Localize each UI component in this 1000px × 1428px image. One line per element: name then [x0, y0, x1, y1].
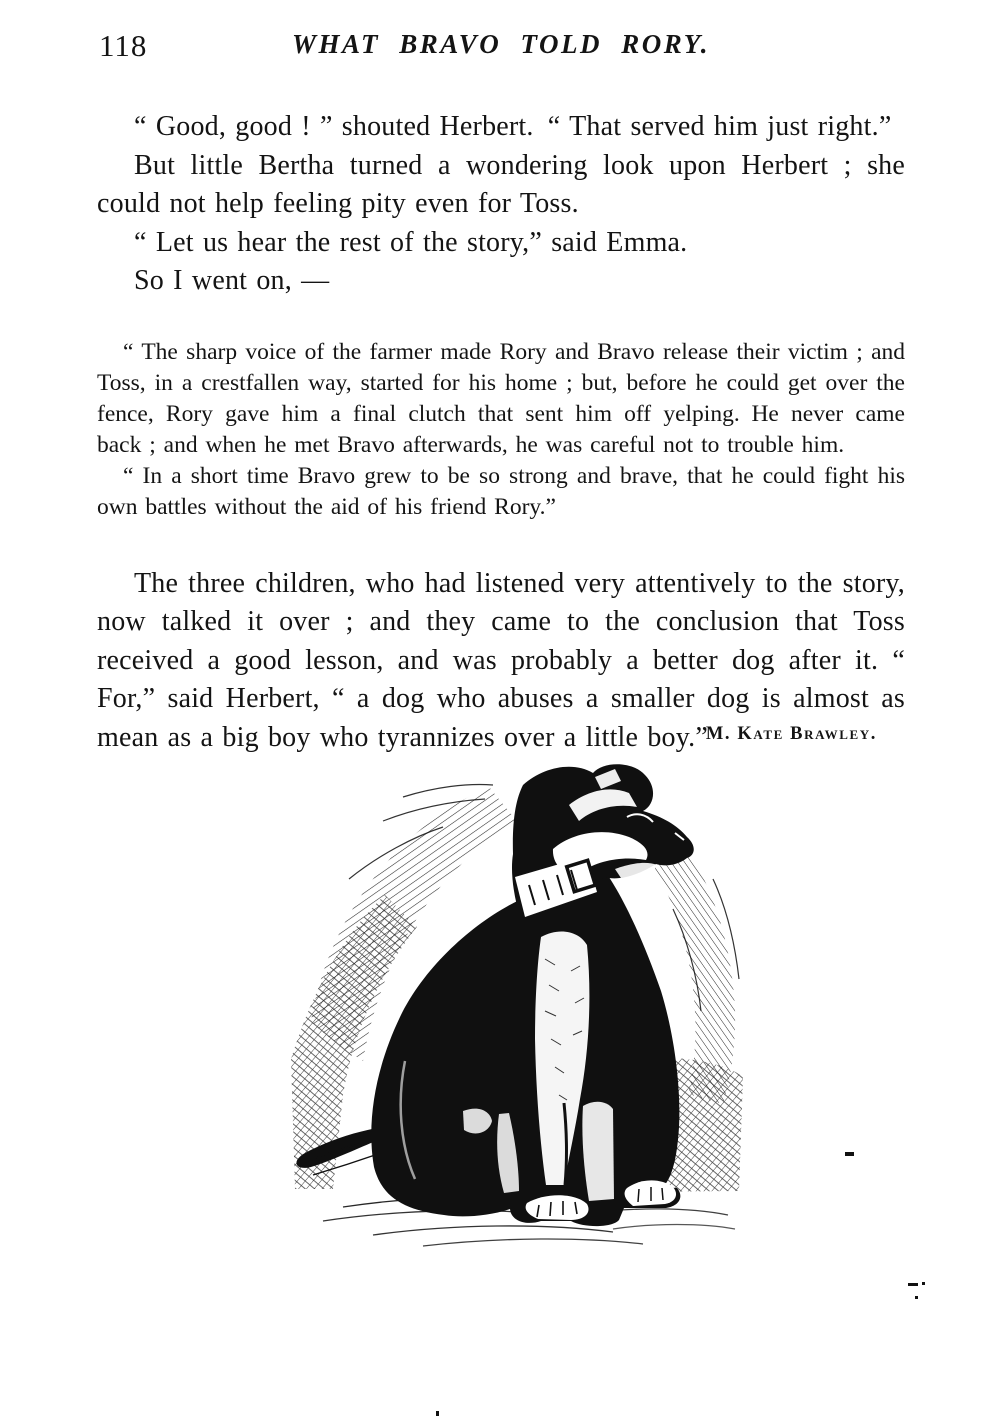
- print-speck: [908, 1283, 918, 1286]
- paragraph: “ Good, good ! ” shouted Herbert. “ That served him just right.”: [134, 111, 892, 142]
- print-speck: [436, 1411, 439, 1416]
- print-speck: [915, 1296, 918, 1299]
- closing-paragraph: The three children, who had listened very attentively to the story, now talked it over ; and they came to the conclusion that Toss received a good lesson, and was probably a better dog after it. “ For,” said Herbert, “ a dog who abuses a smaller dog is almost as mean as a big boy who tyrannizes over a little boy.”: [97, 567, 905, 753]
- page-header: [97, 26, 905, 68]
- page-number: 118: [99, 28, 148, 63]
- print-speck: [922, 1282, 925, 1285]
- quote-paragraph: “ The sharp voice of the farmer made Rory and Bravo release their victim ; and Toss, in a crestfallen way, started for his home ; but, before he could get over the fence, Rory gave him a final clutch that sent him off yelping. He never came back ; and when he met Bravo afterwards, he was careful not to trouble him.: [97, 338, 905, 458]
- paragraph: But little Bertha turned a wondering look upon Herbert ; she could not help feeling pity even for Toss.: [97, 149, 905, 219]
- quote-paragraph: “ In a short time Bravo grew to be so strong and brave, that he could fight his own battles without the aid of his friend Rory.”: [97, 462, 905, 520]
- running-title: WHAT BRAVO TOLD RORY.: [291, 29, 711, 59]
- dog-engraving-illustration: [283, 759, 763, 1249]
- dog-engraving-svg: [283, 759, 763, 1249]
- quoted-story-block: [97, 337, 905, 523]
- author-attribution: M. Kate Brawley.: [705, 724, 877, 744]
- print-speck: [845, 1152, 854, 1156]
- paragraph: So I went on, —: [134, 265, 330, 296]
- paragraph: “ Let us hear the rest of the story,” said Emma.: [134, 226, 688, 258]
